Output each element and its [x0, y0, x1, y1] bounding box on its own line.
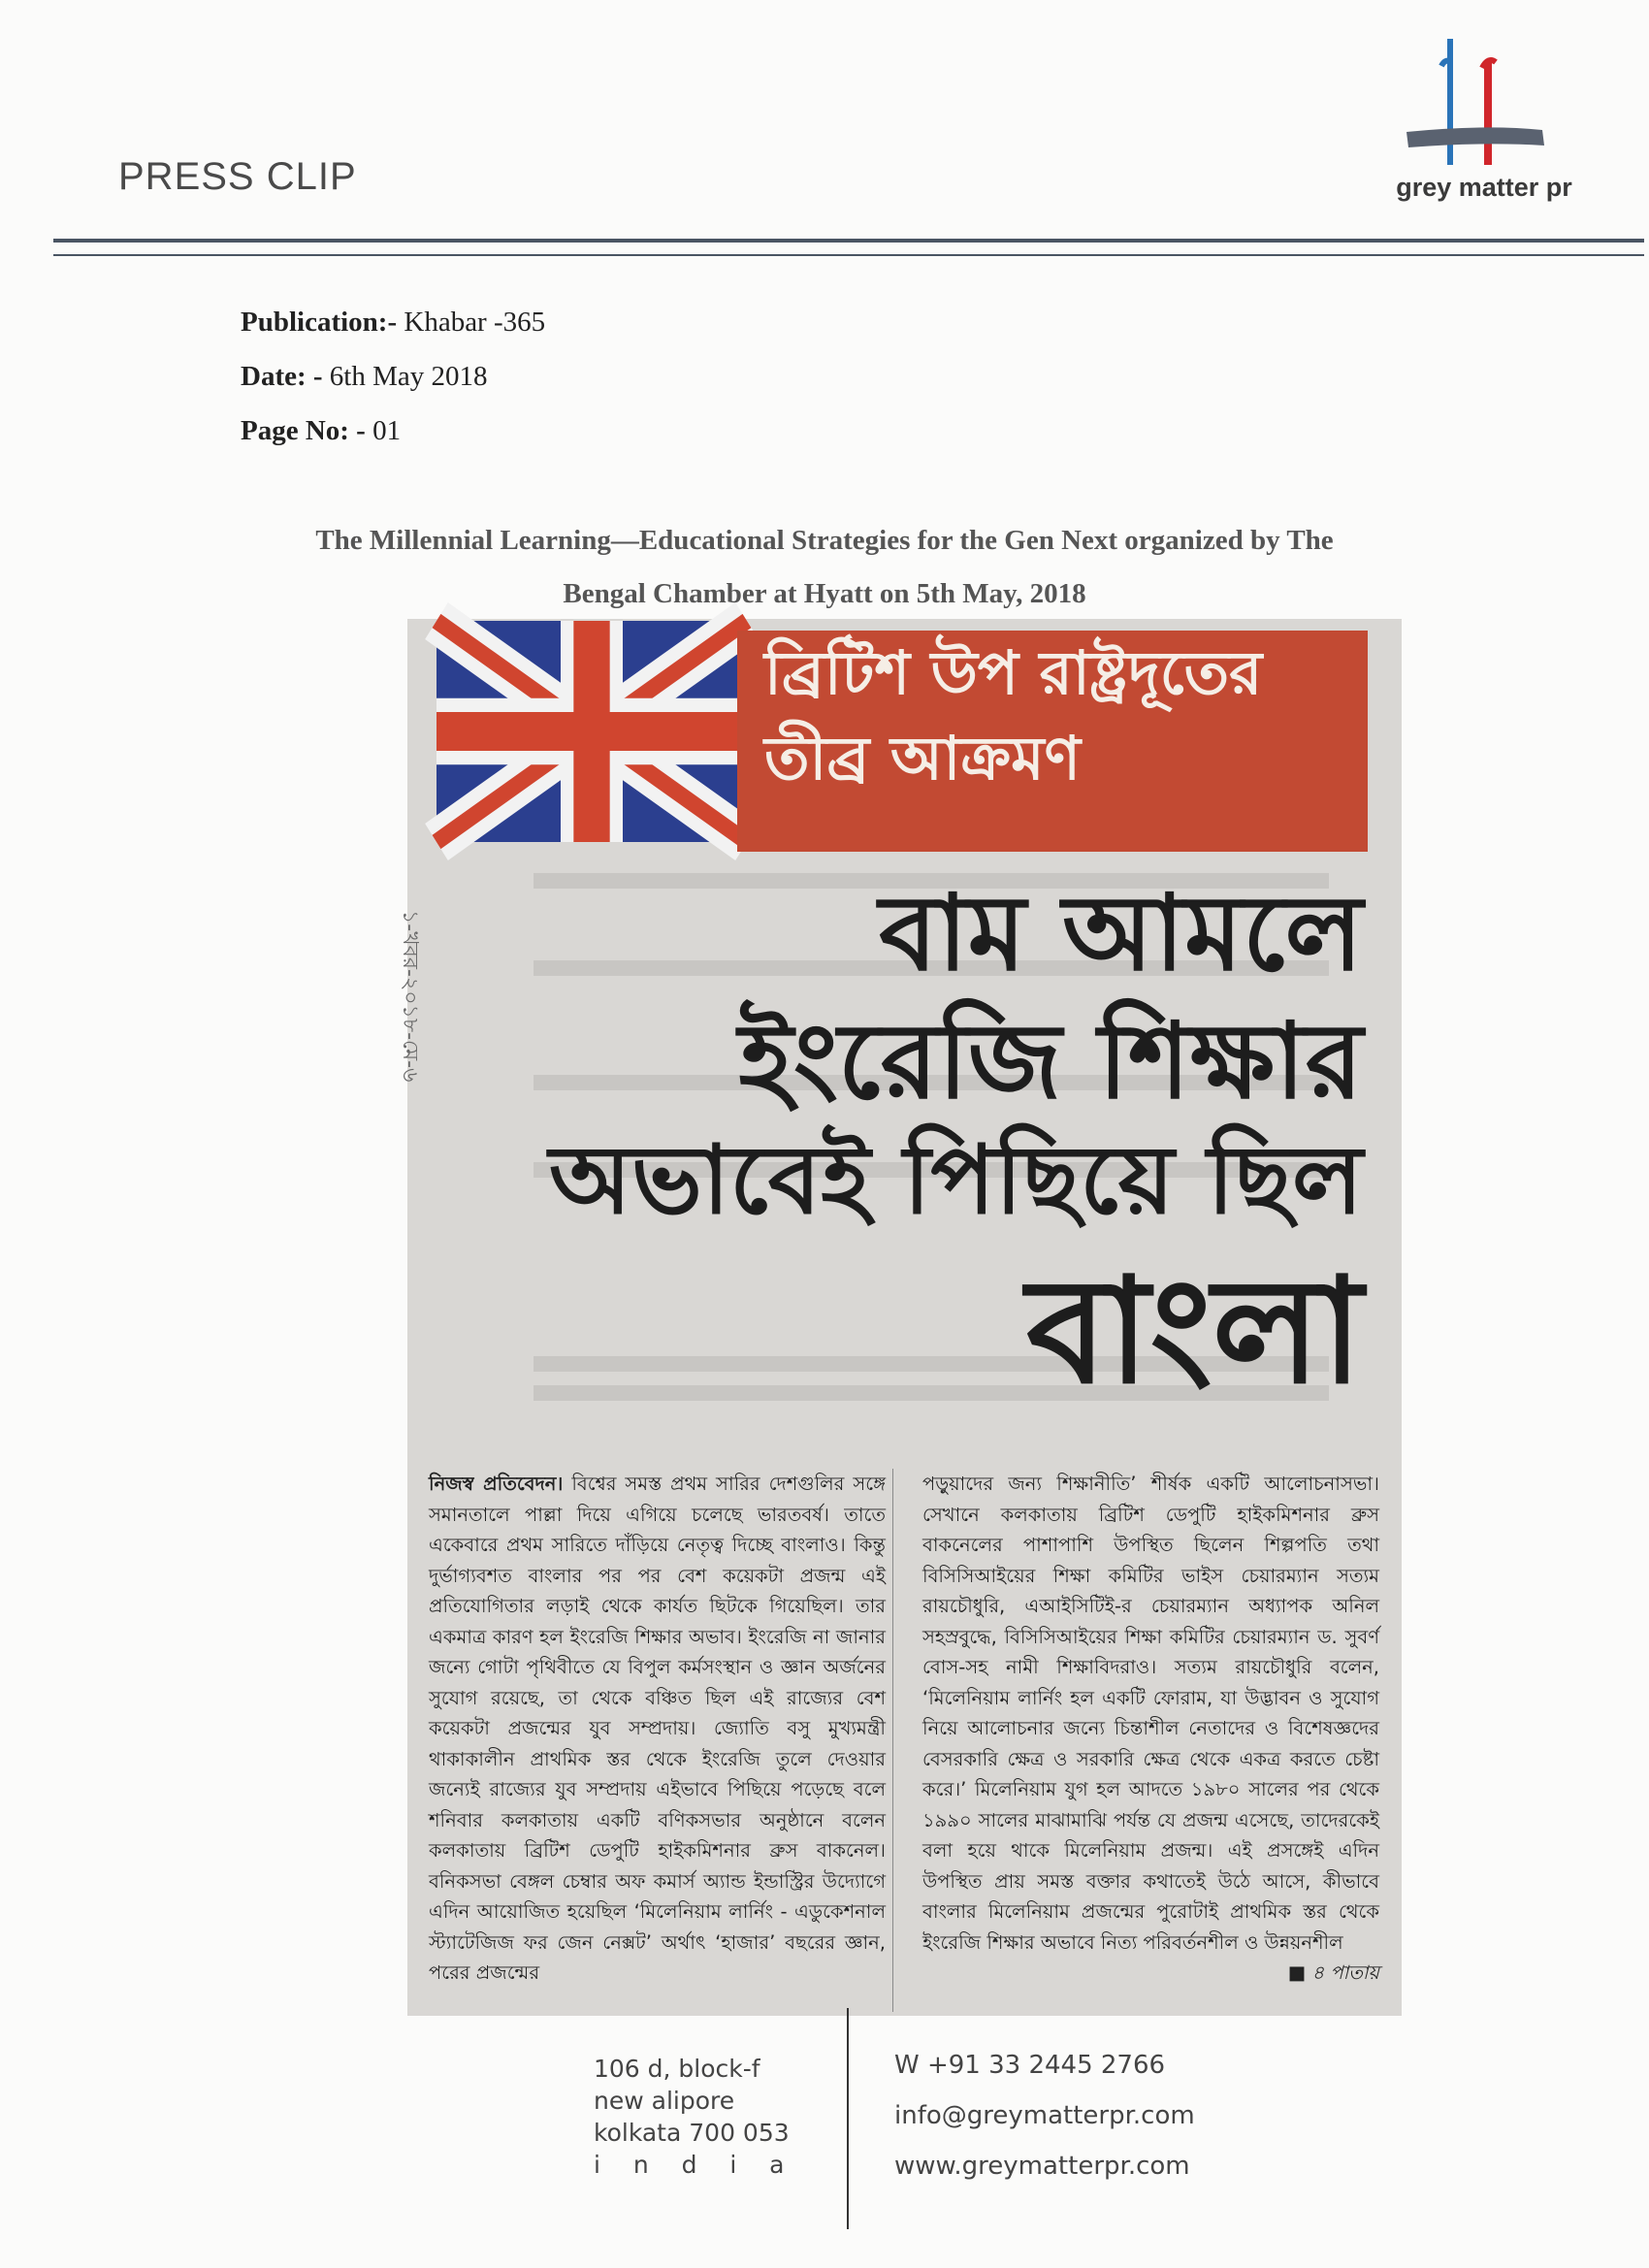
union-jack-icon — [436, 621, 747, 842]
date-line — [241, 361, 488, 393]
address-line-1: 106 d, block-f — [594, 2055, 760, 2083]
kicker-banner — [737, 631, 1368, 852]
article-column-1 — [429, 1469, 886, 2012]
address-line-2: new alipore — [594, 2087, 735, 2115]
caption-line-1: The Millennial Learning—Educational Strategies for the Gen Next organized by The — [315, 525, 1334, 556]
logo-mark-icon — [1387, 29, 1581, 175]
newspaper-clipping — [398, 619, 1402, 2016]
article-body — [429, 1469, 1379, 2012]
header-rule-thin — [53, 254, 1644, 256]
headline-line-1: বাম আমলে — [879, 873, 1363, 994]
address-line-3: kolkata 700 053 — [594, 2119, 790, 2147]
page-label: Page No: - — [241, 415, 366, 446]
dateline: নিজস্ব প্রতিবেদন। — [429, 1473, 564, 1495]
publication-line — [241, 307, 545, 339]
press-clip-title: PRESS CLIP — [118, 155, 357, 198]
caption-line-2: Bengal Chamber at Hyatt on 5th May, 2018 — [563, 578, 1086, 609]
date-value: 6th May 2018 — [329, 361, 488, 392]
headline-line-2: ইংরেজি শিক্ষার — [738, 1001, 1363, 1122]
headline-line-4: বাংলা — [1026, 1247, 1363, 1416]
kicker-line-1: ব্রিটিশ উপ রাষ্ট্রদূতের — [764, 637, 1263, 708]
website-link[interactable]: www.greymatterpr.com — [894, 2152, 1190, 2181]
publication-label: Publication:- — [241, 307, 398, 338]
clip-caption — [194, 514, 1455, 621]
headline-line-3: অভাবেই পিছিয়ে ছিল — [549, 1125, 1363, 1236]
footer-divider — [847, 2008, 849, 2229]
phone-number: W +91 33 2445 2766 — [894, 2051, 1166, 2080]
article-column-2 — [922, 1469, 1379, 2012]
kicker-line-2: তীব্র আক্রমণ — [764, 723, 1082, 794]
column-1-text: বিশ্বের সমস্ত প্রথম সারির দেশগুলির সঙ্গে সমানতালে পাল্লা দিয়ে এগিয়ে চলেছে ভারতবর্ষ। তাতে একেবারে প্রথম সারিতে দাঁড়িয়ে নেতৃত্ব দিচ্ছে বাংলাও। কিন্তু দুর্ভাগ্যবশত বাংলার পর পর বেশ কয়েকটা প্রজন্ম এই প্রতিযোগিতার লড়াই থেকে কার্যত ছিটকে গিয়েছিল। তার একমাত্র কারণ হল ইংরেজি শিক্ষার অভাব। ইংরেজি না জানার জন্যে গোটা পৃথিবীতে যে বিপুল কর্মসংস্থান ও জ্ঞান অর্জনের সুযোগ রয়েছে, তা থেকে বঞ্চিত ছিল এই রাজ্যের বেশ কয়েকটা প্রজন্মের যুব সম্প্রদায়। জ্যোতি বসু মুখ্যমন্ত্রী থাকাকালীন প্রাথমিক স্তর থেকে ইংরেজি তুলে দেওয়ার জন্যেই রাজ্যের যুব সম্প্রদায় এইভাবে পিছিয়ে পড়েছে বলে শনিবার কলকাতায় একটি বণিকসভার অনুষ্ঠানে বলেন কলকাতায় ব্রিটিশ ডেপুটি হাইকমিশনার ব্রুস বাকনেল। বনিকসভা বেঙ্গল চেম্বার অফ কমার্স অ্যান্ড ইন্ডাস্ট্রির উদ্যোগে এদিন আয়োজিত হয়েছিল ‘মিলেনিয়াম লার্নিং - এডুকেশনাল স্ট্যাটেজিজ ফর জেন নেক্সট’ অর্থাৎ ‘হাজার’ বছরের জ্ঞান, পরের প্রজন্মের — [429, 1473, 886, 1984]
email-link[interactable]: info@greymatterpr.com — [894, 2101, 1195, 2130]
date-label: Date: - — [241, 361, 323, 392]
grey-matter-logo — [1387, 29, 1581, 213]
column-2-text: পড়ুয়াদের জন্য শিক্ষানীতি’ শীর্ষক একটি আলোচনাসভা। সেখানে কলকাতায় ব্রিটিশ ডেপুটি হাইকমিশনার ব্রুস বাকনেলের পাশাপাশি উপস্থিত ছিলেন শিল্পপতি তথা বিসিসিআইয়ের শিক্ষা কমিটির ভাইস চেয়ারম্যান সত্যম রায়চৌধুরি, এআইসিটিই-র চেয়ারম্যান অধ্যাপক অনিল সহস্রবুদ্ধে, বিসিসিআইয়ের শিক্ষা কমিটির চেয়ারম্যান ড. সুবর্ণ বোস-সহ নামী শিক্ষাবিদরাও। সত্যম রায়চৌধুরি বলেন, ‘মিলেনিয়াম লার্নিং হল একটি ফোরাম, যা উদ্ভাবন ও সুযোগ নিয়ে আলোচনার জন্যে চিন্তাশীল নেতাদের ও বিশেষজ্ঞদের বেসরকারি ক্ষেত্র ও সরকারি ক্ষেত্র থেকে একত্র করতে চেষ্টা করে।’ মিলেনিয়াম যুগ হল আদতে ১৯৮০ সালের পর থেকে ১৯৯০ সালের মাঝামাঝি পর্যন্ত যে প্রজন্ম এসেছে, তাদেরকেই বলা হয়ে থাকে মিলেনিয়াম প্রজন্ম। এই প্রসঙ্গেই এদিন উপস্থিত প্রায় সমস্ত বক্তার কথাতেই উঠে আসে, কীভাবে বাংলার মিলেনিয়াম প্রজন্মের পুরোটাই প্রাথমিক স্তর থেকে ইংরেজি শিক্ষার অভাবে নিত্য পরিবর্তনশীল ও উন্নয়নশীল — [922, 1473, 1379, 1954]
page-value: 01 — [372, 415, 402, 446]
handwritten-note: ১-খবর-২০১৮-মে-৬ — [398, 910, 422, 1083]
header-rule — [53, 239, 1644, 243]
continued-marker: ■ ৪ পাতায় — [1287, 1961, 1379, 1984]
logo-text: grey matter pr — [1396, 173, 1572, 202]
address-block — [594, 2053, 791, 2181]
publication-value: Khabar -365 — [404, 307, 546, 338]
page-line — [241, 415, 401, 447]
address-line-4: i n d i a — [594, 2151, 791, 2179]
